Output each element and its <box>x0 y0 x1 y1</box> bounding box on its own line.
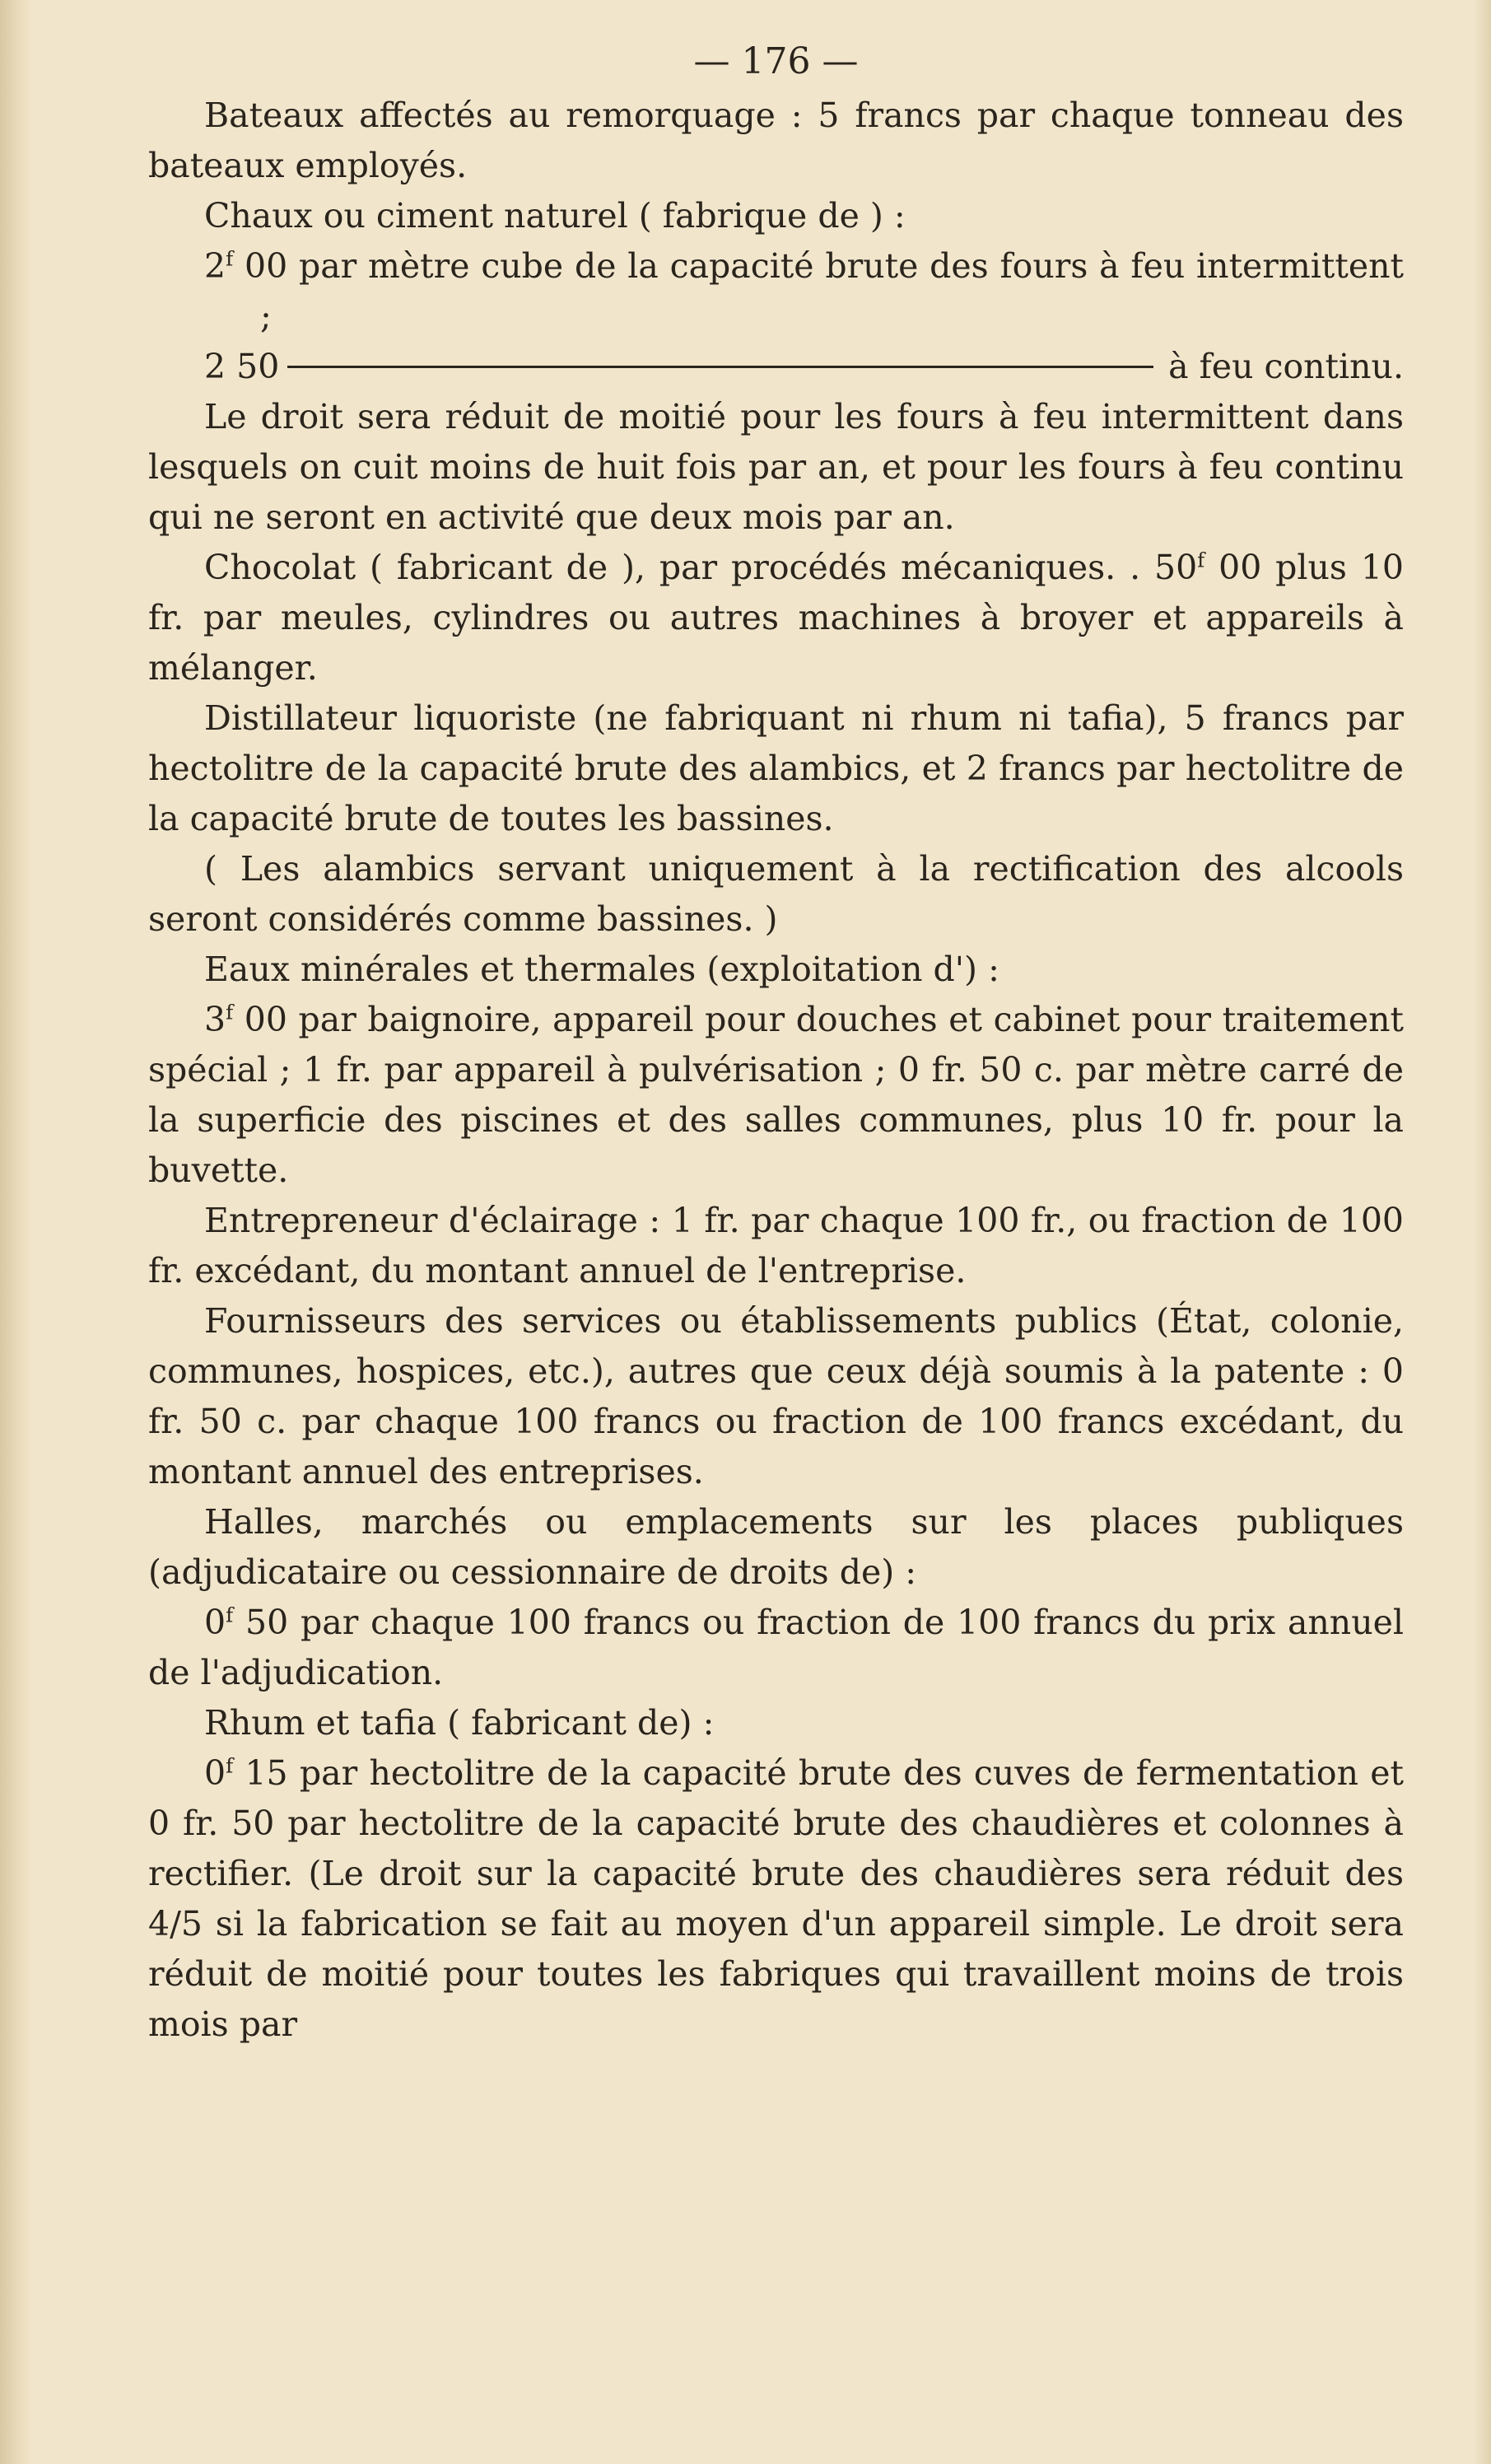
franc-superscript: f <box>226 1603 234 1627</box>
paragraph-chocolat <box>148 543 1404 693</box>
rate-description: à feu continu. <box>1168 347 1404 386</box>
value-text: 0 <box>204 1753 226 1793</box>
paragraph-chaux-intermittent <box>148 241 1404 342</box>
value-text: 2 <box>204 246 226 286</box>
paragraph-chaux-heading: Chaux ou ciment naturel ( fabrique de ) : <box>204 196 906 236</box>
paragraph-reduction-fours: Le droit sera réduit de moitié pour les fours à feu intermittent dans lesquels on cuit moins de huit fois par an, et pour les fours à feu continu qui ne seront en activité que deux mois par an. <box>148 397 1404 537</box>
paragraph-eaux-minerales-rates <box>148 995 1404 1196</box>
page-number: — 176 — <box>693 40 859 82</box>
leader-rule <box>287 366 1153 368</box>
value-text: 3 <box>204 1000 226 1039</box>
franc-superscript: f <box>1197 548 1205 572</box>
rate-value: 2 50 <box>204 347 280 386</box>
paragraph-halles-rate <box>148 1598 1404 1698</box>
paragraph-alambics-note: ( Les alambics servant uniquement à la rectification des alcools seront considérés comme bassines. ) <box>148 849 1404 939</box>
value-text: 00 par baignoire, appareil pour douches et cabinet pour traitement spécial ; 1 fr. par appareil à pulvérisation ; 0 fr. 50 c. par mètre carré de la superficie des piscines et des salles communes, plus 10 fr. pour la buvette. <box>148 1000 1404 1190</box>
value-text: 00 plus 10 fr. par meules, cylindres ou autres machines à broyer et appareils à mélanger. <box>148 548 1404 688</box>
paragraph-rhum-heading: Rhum et tafia ( fabricant de) : <box>204 1703 715 1743</box>
franc-superscript: f <box>226 1753 234 1778</box>
paragraph-eclairage: Entrepreneur d'éclairage : 1 fr. par chaque 100 fr., ou fraction de 100 fr. excédant, du montant annuel de l'entreprise. <box>148 1201 1404 1290</box>
paragraph-eaux-minerales-heading: Eaux minérales et thermales (exploitation d') : <box>204 950 999 989</box>
franc-superscript: f <box>226 1000 234 1024</box>
value-text: Chocolat ( fabricant de ), par procédés mécaniques. . 50 <box>204 548 1198 587</box>
page-binding-edge <box>0 0 33 2464</box>
value-text: 0 <box>204 1603 226 1642</box>
paragraph-halles-heading: Halles, marchés ou emplacements sur les places publiques (adjudicataire ou cessionnaire de droits de) : <box>148 1502 1404 1592</box>
value-text: 00 par mètre cube de la capacité brute des fours à feu intermittent ; <box>233 246 1404 336</box>
paragraph-fournisseurs: Fournisseurs des services ou établissements publics (État, colonie, communes, hospices, etc.), autres que ceux déjà soumis à la patente : 0 fr. 50 c. par chaque 100 francs ou fraction de 100 francs excédant, du montant annuel des entreprises. <box>148 1301 1404 1491</box>
paragraph-bateaux: Bateaux affectés au remorquage : 5 francs par chaque tonneau des bateaux employés. <box>148 96 1404 185</box>
paragraph-chaux-continu <box>148 342 1404 392</box>
page-text-block <box>148 33 1404 2050</box>
franc-superscript: f <box>226 246 234 271</box>
paragraph-distillateur: Distillateur liquoriste (ne fabriquant ni rhum ni tafia), 5 francs par hectolitre de la capacité brute des alambics, et 2 francs par hectolitre de la capacité brute de toutes les bassines. <box>148 698 1404 838</box>
value-text: 15 par hectolitre de la capacité brute des cuves de fermentation et 0 fr. 50 par hectolitre de la capacité brute des chaudières et colonnes à rectifier. (Le droit sur la capacité brute des chaudières sera réduit des 4/5 si la fabrication se fait au moyen d'un appareil simple. Le droit sera réduit de moitié pour toutes les fabriques qui travaillent moins de trois mois par <box>148 1753 1404 2044</box>
page-right-edge <box>1473 0 1491 2464</box>
value-text: 50 par chaque 100 francs ou fraction de 100 francs du prix annuel de l'adjudication. <box>148 1603 1404 1692</box>
paragraph-rhum-rates <box>148 1748 1404 2050</box>
